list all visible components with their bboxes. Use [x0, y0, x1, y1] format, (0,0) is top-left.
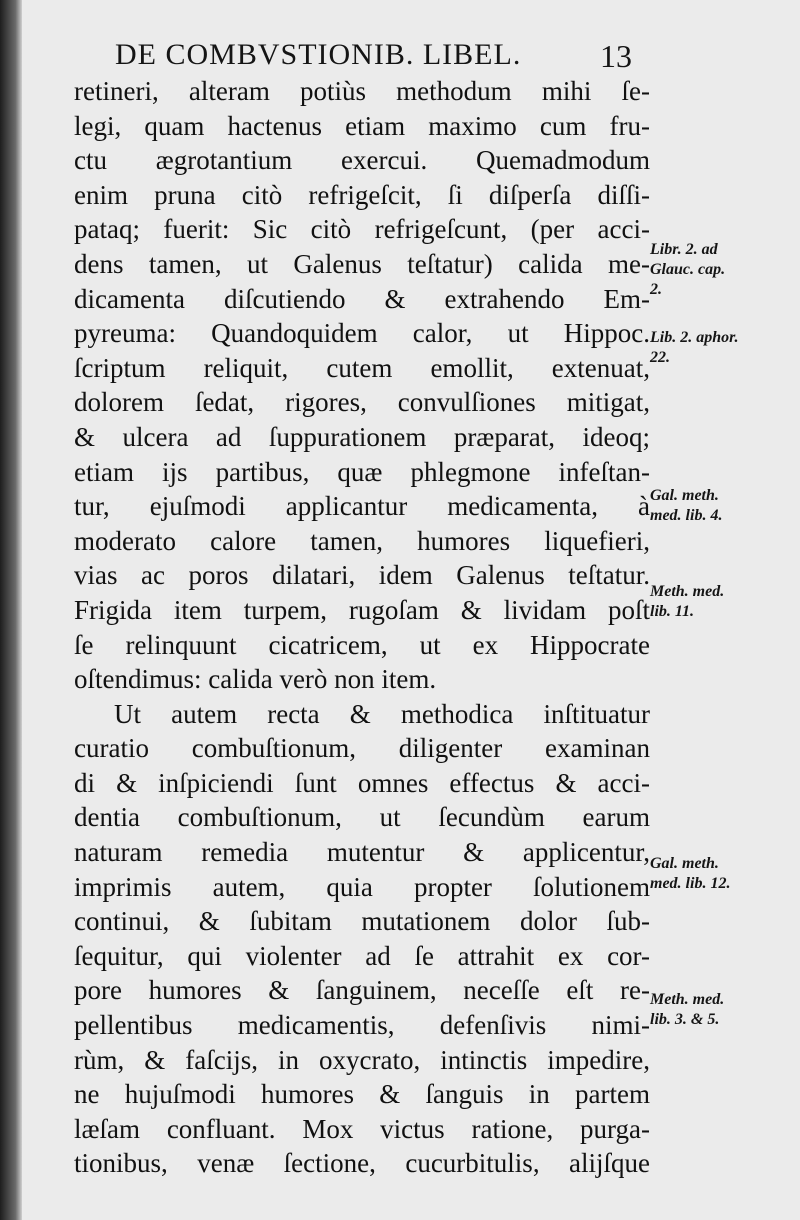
- margin-note: [650, 328, 796, 368]
- text-line: ſe relinquunt cicatricem, ut ex Hippocrate: [74, 629, 650, 660]
- margin-note: [650, 854, 796, 894]
- text-line: dens tamen, ut Galenus teſtatur) calida me-: [74, 248, 650, 279]
- margin-note-line: lib. 11.: [650, 603, 695, 620]
- margin-note-line: Meth. med.: [650, 583, 725, 600]
- text-line: pore humores & ſanguinem, neceſſe eſt re-: [74, 975, 650, 1006]
- margin-note: [650, 990, 796, 1030]
- text-line: rùm, & faſcijs, in oxycrato, intinctis impedire,: [74, 1044, 650, 1075]
- text-line: ſcriptum reliquit, cutem emollit, extenuat,: [74, 352, 650, 383]
- margin-note-line: med. lib. 4.: [650, 507, 723, 524]
- paragraph-start-line: Ut autem recta & methodica inſtituatur: [114, 698, 650, 729]
- margin-note: [650, 486, 796, 526]
- text-line: ne hujuſmodi humores & ſanguis in partem: [74, 1079, 650, 1110]
- text-line: læſam confluant. Mox victus ratione, purga-: [74, 1113, 650, 1144]
- margin-note-line: Gal. meth.: [650, 487, 719, 504]
- text-line: enim pruna citò refrigeſcit, ſi diſperſa diſſi-: [74, 179, 650, 210]
- text-line: vias ac poros dilatari, idem Galenus teſtatur.: [74, 560, 650, 591]
- text-line: legi, quam hactenus etiam maximo cum fru-: [74, 110, 650, 141]
- margin-note-line: lib. 3. & 5.: [650, 1011, 720, 1028]
- body-text: [74, 74, 650, 1181]
- text-line: dentia combuſtionum, ut ſecundùm earum: [74, 802, 650, 833]
- margin-note-line: Lib. 2. aphor.: [650, 329, 739, 346]
- margin-note-line: med. lib. 12.: [650, 875, 731, 892]
- margin-note-line: Meth. med.: [650, 991, 725, 1008]
- text-line: dolorem ſedat, rigores, convulſiones mitigat,: [74, 387, 650, 418]
- text-line: di & inſpiciendi ſunt omnes effectus & acci-: [74, 767, 650, 798]
- text-line: dicamenta diſcutiendo & extrahendo Em-: [74, 283, 650, 314]
- margin-note-line: Gal. meth.: [650, 855, 719, 872]
- text-line: continui, & ſubitam mutationem dolor ſub-: [74, 906, 650, 937]
- paragraph-end-line: oſtendimus: calida verò non item.: [74, 664, 437, 695]
- text-line: pyreuma: Quandoquidem calor, ut Hippoc.: [74, 318, 650, 349]
- margin-note-line: 2.: [650, 281, 662, 298]
- text-line: imprimis autem, quia propter ſolutionem: [74, 871, 650, 902]
- margin-note-line: Glauc. cap.: [650, 261, 726, 278]
- running-title: DE COMBVSTIONIB. LIBEL.: [115, 38, 522, 71]
- text-line: tur, ejuſmodi applicantur medicamenta, à: [74, 491, 650, 522]
- text-line: curatio combuſtionum, diligenter examinan: [74, 733, 650, 764]
- text-line: pataq; fuerit: Sic citò refrigeſcunt, (per acci-: [74, 214, 650, 245]
- margin-note-line: 22.: [650, 349, 670, 366]
- text-line: ſequitur, qui violenter ad ſe attrahit ex cor-: [74, 940, 650, 971]
- text-line: & ulcera ad ſuppurationem præparat, ideoq;: [74, 421, 650, 452]
- margin-note: [650, 240, 796, 300]
- text-line: moderato calore tamen, humores liquefieri,: [74, 525, 650, 556]
- page-number: 13: [600, 38, 632, 74]
- text-line: tionibus, venæ ſectione, cucurbitulis, alijſque: [74, 1148, 650, 1179]
- text-line: etiam ijs partibus, quæ phlegmone infeſtan-: [74, 456, 650, 487]
- text-line: Frigida item turpem, rugoſam & lividam poſt: [74, 594, 650, 625]
- margin-note: [650, 582, 796, 622]
- text-line: retineri, alteram potiùs methodum mihi ſe-: [74, 76, 650, 106]
- text-line: ctu ægrotantium exercui. Quemadmodum: [74, 145, 650, 176]
- margin-note-line: Libr. 2. ad: [650, 241, 718, 258]
- text-line: naturam remedia mutentur & applicentur,: [74, 837, 650, 868]
- text-line: pellentibus medicamentis, defenſivis nimi-: [74, 1010, 650, 1041]
- book-spine-shadow: [0, 0, 22, 1220]
